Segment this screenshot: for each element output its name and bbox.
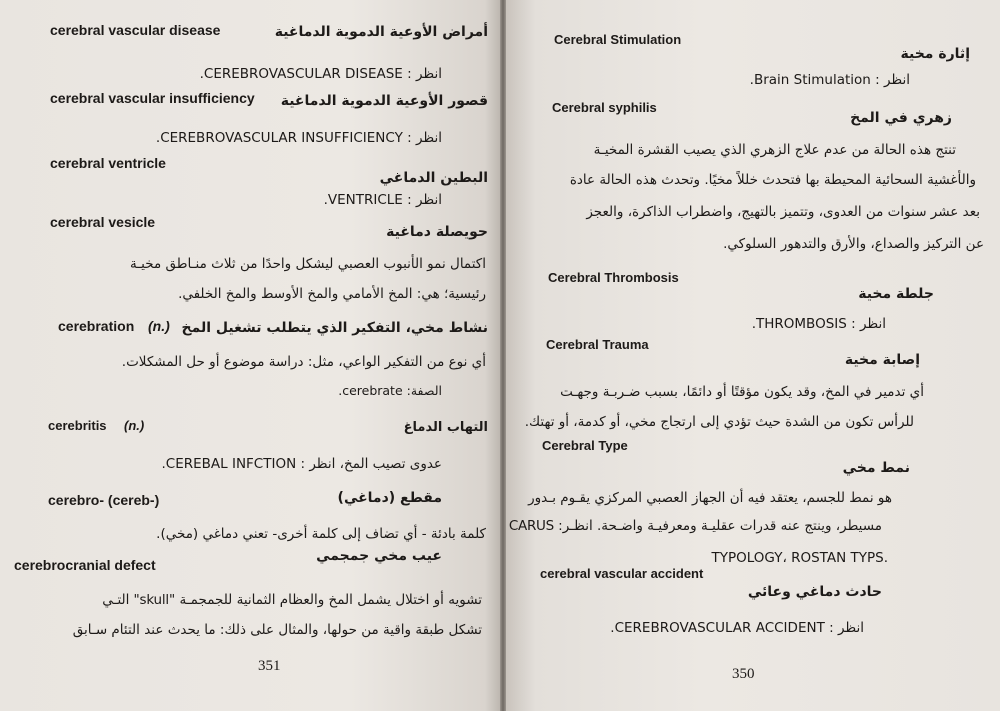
- term-en: Cerebral Thrombosis: [548, 270, 679, 285]
- definition-line: بعد عشر سنوات من العدوى، وتتميز بالتهيج، واضطراب الذاكرة، والعجز: [586, 204, 980, 220]
- definition-line: للرأس تكون من الشدة حيث تؤدي إلى ارتجاج مخي، أو كدمة، أو تهتك.: [524, 414, 914, 430]
- term-en: Cerebral Trauma: [546, 337, 649, 352]
- term-en: Cerebral syphilis: [552, 100, 657, 115]
- term-en: cerebral ventricle: [50, 155, 166, 171]
- cross-reference: انظر : VENTRICLE.: [323, 192, 442, 208]
- definition-line: أي نوع من التفكير الواعي، مثل: دراسة موضوع أو حل المشكلات.: [121, 354, 486, 370]
- definition-line: أي تدمير في المخ، وقد يكون مؤقتًا أو دائمًا، بسبب ضـربـة وجهـت: [560, 384, 924, 400]
- definition-line: اكتمال نمو الأنبوب العصبي ليشكل واحدًا من ثلاث منـاطق مخيـة: [129, 256, 486, 272]
- part-of-speech: (n.): [124, 418, 145, 433]
- definition-line: تشويه أو اختلال يشمل المخ والعظام الثمانية للجمجمـة "skull" التـي: [102, 592, 482, 608]
- adjective-note: الصفة: cerebrate.: [338, 383, 442, 398]
- term-en: cerebral vascular disease: [50, 22, 221, 38]
- term-ar: مقطع (دماغي): [337, 490, 442, 506]
- term-ar: التهاب الدماغ: [403, 420, 488, 435]
- definition-line: تشكل طبقة واقية من حولها، والمثال على ذلك: ما يحدث عند التئام سـابق: [72, 622, 482, 638]
- definition-line: عن التركيز والصداع، والأرق والتدهور السلوكي.: [723, 236, 984, 252]
- term-ar: إصابة مخية: [844, 352, 920, 368]
- term-en: Cerebral Stimulation: [554, 32, 682, 47]
- term-ar: أمراض الأوعية الدموية الدماغية: [274, 24, 488, 40]
- cross-reference: انظر : CEREBROVASCULAR INSUFFICIENCY.: [155, 130, 442, 146]
- term-ar: حادث دماغي وعائي: [747, 584, 882, 600]
- term-ar: جلطة مخية: [858, 286, 934, 302]
- page-number: 350: [732, 666, 755, 682]
- term-en: cerebral vascular insufficiency: [50, 90, 255, 106]
- term-ar: زهري في المخ: [850, 110, 952, 126]
- cross-reference: انظر : CEREBROVASCULAR DISEASE.: [199, 66, 442, 82]
- cross-reference: TYPOLOGY، ROSTAN TYPS.: [711, 550, 888, 566]
- definition-line: مسيطر، وينتج عنه قدرات عقليـة ومعرفيـة واضـحة. انظـر: CARUS: [508, 518, 882, 534]
- term-ar: إثارة مخية: [900, 46, 970, 62]
- term-ar: نشاط مخي، التفكير الذي يتطلب تشغيل المخ: [181, 320, 488, 336]
- definition-line: كلمة بادئة - أي تضاف إلى كلمة أخرى- تعني دماغي (مخي).: [156, 526, 486, 542]
- term-en: cerebration: [58, 318, 135, 334]
- definition-line: والأغشية السحائية المحيطة بها فتحدث خللاً مخيًا. وتحدث هذه الحالة عادة: [569, 172, 976, 188]
- cross-reference: انظر : Brain Stimulation.: [749, 72, 910, 88]
- term-en: cerebral vascular accident: [540, 566, 704, 581]
- term-en: Cerebral Type: [542, 438, 628, 453]
- page-number: 351: [258, 658, 281, 674]
- right-page: [506, 0, 1000, 711]
- term-ar: قصور الأوعية الدموية الدماغية: [280, 93, 488, 109]
- definition-line: رئيسية؛ هي: المخ الأمامي والمخ الأوسط والمخ الخلفي.: [178, 286, 486, 302]
- cross-reference: عدوى تصيب المخ، انظر : CEREBAL INFCTION.: [161, 456, 442, 472]
- definition-line: هو نمط للجسم، يعتقد فيه أن الجهاز العصبي المركزي يقـوم بـدور: [528, 490, 892, 506]
- cross-reference: انظر : CEREBROVASCULAR ACCIDENT.: [610, 620, 864, 636]
- term-ar: حويصلة دماغية: [386, 224, 488, 240]
- term-en: cerebritis: [48, 418, 107, 433]
- part-of-speech: (n.): [148, 318, 170, 334]
- cross-reference: انظر : THROMBOSIS.: [751, 316, 886, 332]
- term-en: cerebrocranial defect: [14, 557, 156, 573]
- definition-line: تنتج هذه الحالة من عدم علاج الزهري الذي يصيب القشرة المخيـة: [593, 142, 956, 158]
- term-ar: عيب مخي جمجمي: [316, 548, 442, 564]
- term-ar: نمط مخي: [842, 460, 910, 476]
- term-ar: البطين الدماغي: [379, 170, 488, 186]
- term-en: cerebral vesicle: [50, 214, 156, 230]
- term-en: cerebro- (cereb-): [48, 492, 160, 508]
